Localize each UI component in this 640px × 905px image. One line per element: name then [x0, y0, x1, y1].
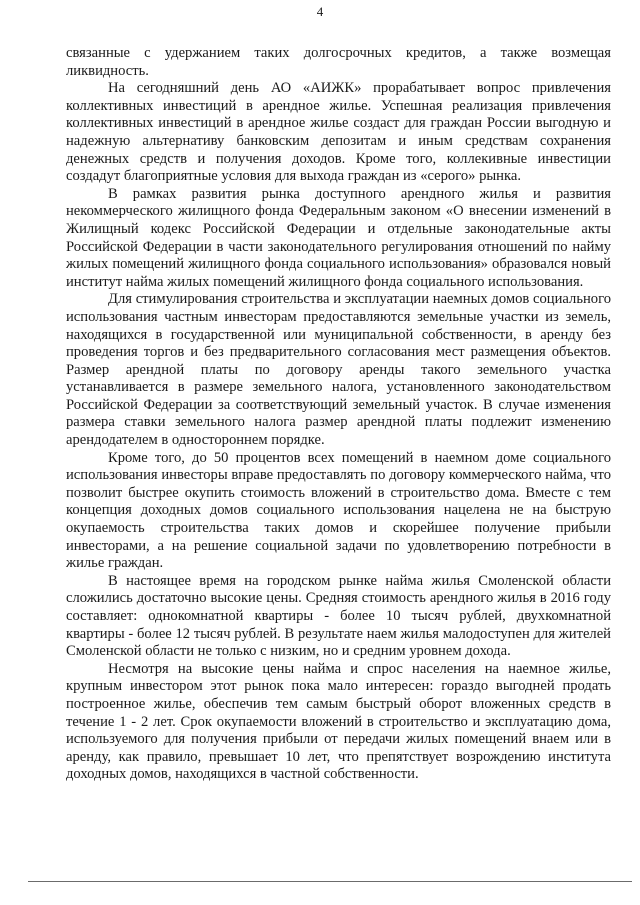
paragraph-commercial-rent-share: Кроме того, до 50 процентов всех помещений в наемном доме социального использования инвесторы вправе предоставлять по договору коммерческого найма, что позволит быстрее окупить стоимость вложений в строительство дома. Вместе с тем концепция доходных домов социального использования нацелена не на быструю окупаемость строительства таких домов и скорейшее получение прибыли инвесторами, а на решение социальной задачи по удовлетворению потребности в жилье граждан. — [66, 449, 611, 572]
paragraph-land-plot-incentives: Для стимулирования строительства и эксплуатации наемных домов социального использования частным инвесторам предоставляются земельные участки из земель, находящихся в государственной или муниципальной собственности, в аренду без проведения торгов и без предварительного согласования мест размещения объектов. Размер арендной платы по договору аренды такого земельного участка устанавливается в размере земельного налога, установленного законодательством Российской Федерации за соответствующий земельный участок. В случае изменения размера ставки земельного налога размер арендной платы подлежит изменению арендодателем в одностороннем порядке. — [66, 291, 611, 449]
page-bottom-rule — [28, 881, 632, 882]
paragraph-smolensk-rental-prices: В настоящее время на городском рынке найма жилья Смоленской области сложились достаточно высокие цены. Средняя стоимость арендного жилья в 2016 году составляет: однокомнатной квартиры - более 10 тысяч рублей, двухкомнатной квартиры - более 12 тысяч рублей. В результате наем жилья малодоступен для жителей Смоленской области не только с низким, но и средним уровнем дохода. — [66, 572, 611, 660]
paragraph-continuation: связанные с удержанием таких долгосрочных кредитов, а также возмещая ликвидность. — [66, 45, 611, 79]
paragraph-aizhk-collective-investments: На сегодняшний день АО «АИЖК» прорабатывает вопрос привлечения коллективных инвестиций в арендное жилье. Успешная реализация привлечения коллективных инвестиций в арендное жилье создаст для граждан России выгодную и надежную альтернативу банковским депозитам и иным средствам сохранения денежных средств и получения доходов. Кроме того, коллекивные инвестиции создадут благоприятные условия для выхода граждан из «серого» рынка. — [66, 80, 611, 185]
paragraph-investor-interest: Несмотря на высокие цены найма и спрос населения на наемное жилье, крупным инвестором этот рынок пока мало интересен: гораздо выгодней продать построенное жилье, обеспечив тем самым быстрый оборот вложенных средств в течение 1 - 2 лет. Срок окупаемости вложений в строительство и эксплуатацию дома, используемого для получения прибыли от передачи жилых помещений внаем или в аренду, как правило, превышает 10 лет, что препятствует возрождению института доходных домов, находящихся в частной собственности. — [66, 660, 611, 783]
paragraph-federal-law-social-housing: В рамках развития рынка доступного арендного жилья и развития некоммерческого жилищного фонда Федеральным законом «О внесении изменений в Жилищный кодекс Российской Федерации и отдельные законодательные акты Российской Федерации в части законодательного регулирования отношений по найму жилых помещений жилищного фонда социального использования» образовался новый институт найма жилых помещений жилищного фонда социального использования. — [66, 185, 611, 290]
page-number: 4 — [316, 4, 324, 19]
document-body — [66, 45, 611, 784]
